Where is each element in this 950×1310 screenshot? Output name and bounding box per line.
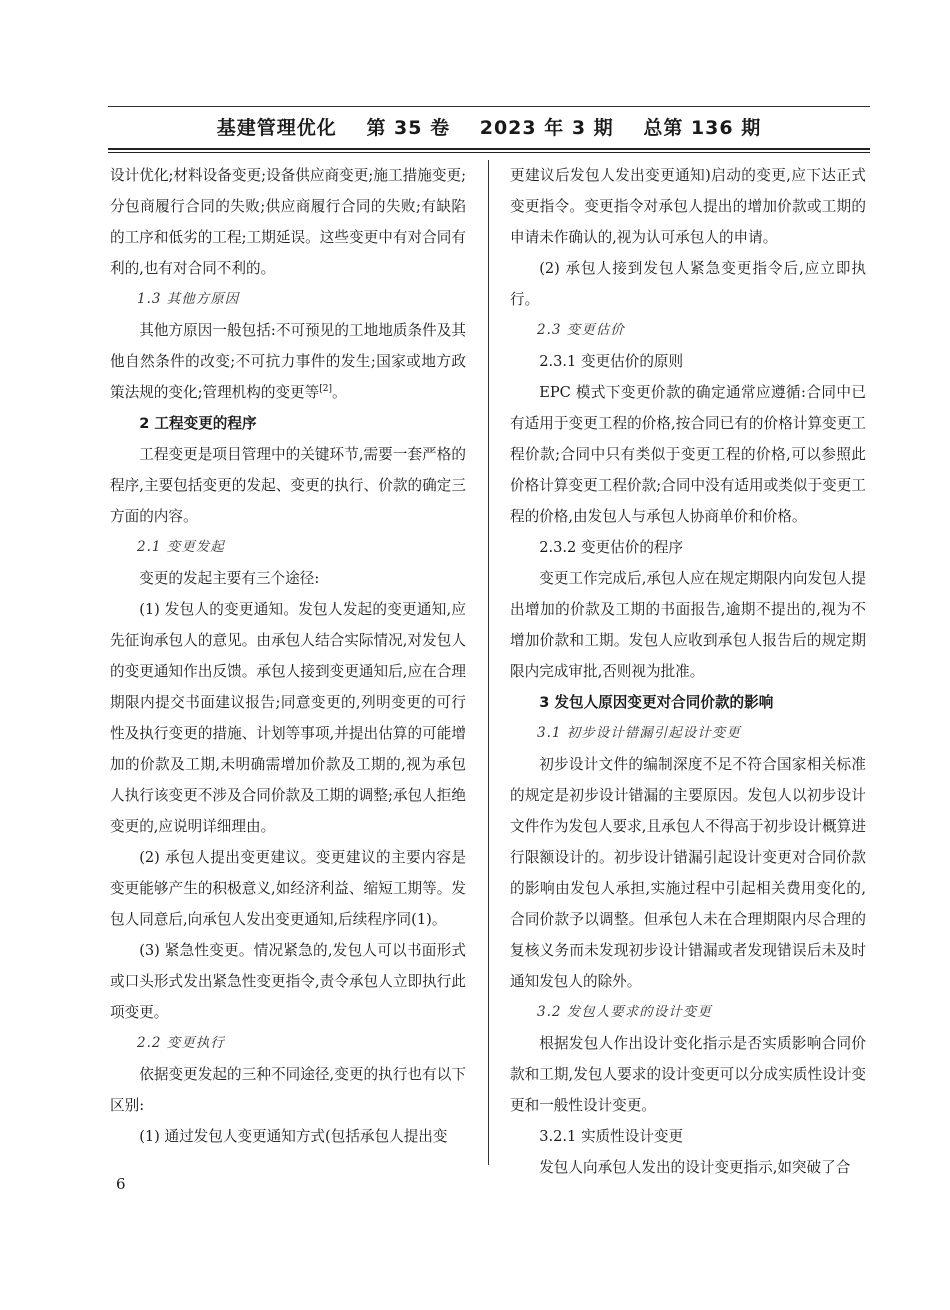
text-run: 2 工程变更的程序 [139,415,257,432]
paragraph [110,315,466,408]
subsection-heading [510,718,866,749]
subsection-heading [110,284,466,315]
text-run: 2.3.1 变更估价的原则 [539,353,684,370]
text-run: 2.1 变更发起 [137,539,225,555]
paragraph [110,842,466,935]
paragraph [110,935,466,1028]
subsubsection-heading [510,532,866,563]
text-run: (2) 承包人提出变更建议。变更建议的主要内容是变更能够产生的积极意义,如经济利益、缩短工期等。发包人同意后,向承包人发出变更通知,后续程序同(1)。 [110,849,466,928]
total-issue-label: 总第 136 期 [643,117,762,139]
text-run: (3) 紧急性变更。情况紧急的,发包人可以书面形式或口头形式发出紧急性变更指令,责令承包人立即执行此项变更。 [110,942,466,1021]
column-divider [488,160,489,1165]
section-heading [510,687,866,718]
text-run: 3.2.1 实质性设计变更 [539,1128,684,1145]
text-run: (1) 发包人的变更通知。发包人发起的变更通知,应先征询承包人的意见。由承包人结合实际情况,对发包人的变更通知作出反馈。承包人接到变更通知后,应在合理期限内提交书面建议报告;同意变更的,列明变更的可行性及执行变更的措施、计划等事项,并提出估算的可能增加的价款及工期,未明确需增加价款及工期的,视为承包人执行该变更不涉及合同价款及工期的调整;承包人拒绝变更的,应说明详细理由。 [110,601,466,835]
header-rule-thin [108,152,870,153]
text-run: 3 发包人原因变更对合同价款的影响 [539,694,774,711]
paragraph [110,1059,466,1121]
text-run: 其他方原因一般包括:不可预见的工地地质条件及其他自然条件的改变;不可抗力事件的发生;国家或地方政策法规的变化;管理机构的变更等 [110,322,466,401]
paragraph [510,563,866,687]
paragraph [110,439,466,532]
section-heading [110,408,466,439]
text-run: (1) 通过发包人变更通知方式(包括承包人提出变 [139,1128,448,1145]
subsubsection-heading [510,346,866,377]
paragraph [510,1028,866,1121]
text-run: 依据变更发起的三种不同途径,变更的执行也有以下区别: [110,1066,466,1114]
text-run: 工程变更是项目管理中的关键环节,需要一套严格的程序,主要包括变更的发起、变更的执行、价款的确定三方面的内容。 [110,446,466,525]
running-header [108,112,870,144]
text-run: 初步设计文件的编制深度不足不符合国家相关标准的规定是初步设计错漏的主要原因。发包人以初步设计文件作为发包人要求,且承包人不得高于初步设计概算进行限额设计的。初步设计错漏引起设计变更对合同价款的影响由发包人承担,实施过程中引起相关费用变化的,合同价款予以调整。但承包人未在合理期限内尽合理的复核义务而未发现初步设计错漏或者发现错误后未及时通知发包人的除外。 [510,756,866,990]
text-run: 发包人向承包人发出的设计变更指示,如突破了合 [539,1159,851,1176]
subsection-heading [110,532,466,563]
left-column [110,160,466,1152]
paragraph [110,594,466,842]
subsection-heading [510,315,866,346]
paragraph [110,563,466,594]
paragraph [510,749,866,997]
text-run: 。 [331,384,347,401]
text-run: 1.3 其他方原因 [137,291,240,307]
text-run: 变更的发起主要有三个途径: [139,570,320,587]
page-number: 6 [116,1175,126,1193]
header-top-rule [108,106,870,107]
text-run: (2) 承包人接到发包人紧急变更指令后,应立即执行。 [510,260,866,308]
text-run: 3.1 初步设计错漏引起设计变更 [537,725,741,741]
text-run: 更建议后发包人发出变更通知)启动的变更,应下达正式变更指令。变更指令对承包人提出的增加价款或工期的申请未作确认的,视为认可承包人的申请。 [510,167,866,246]
text-run: 设计优化;材料设备变更;设备供应商变更;施工措施变更;分包商履行合同的失败;供应商履行合同的失败;有缺陷的工序和低劣的工程;工期延误。这些变更中有对合同有利的,也有对合同不利的。 [110,167,466,277]
paragraph [510,377,866,532]
text-run: 3.2 发包人要求的设计变更 [537,1004,712,1020]
text-run: 根据发包人作出设计变化指示是否实质影响合同价款和工期,发包人要求的设计变更可以分成实质性设计变更和一般性设计变更。 [510,1035,866,1114]
volume-label: 第 35 卷 [366,117,451,139]
paragraph [510,1152,866,1183]
journal-title: 基建管理优化 [216,117,337,139]
text-run: EPC 模式下变更价款的确定通常应遵循:合同中已有适用于变更工程的价格,按合同已有的价格计算变更工程价款;合同中只有类似于变更工程的价格,可以参照此价格计算变更工程价款;合同中没有适用或类似于变更工程的价格,由发包人与承包人协商单价和价格。 [510,384,866,525]
citation-marker: [2] [319,384,332,394]
text-run: 2.3.2 变更估价的程序 [539,539,684,556]
subsection-heading [510,997,866,1028]
text-run: 2.2 变更执行 [137,1035,225,1051]
paragraph [510,253,866,315]
paragraph [510,160,866,253]
text-run: 2.3 变更估价 [537,322,625,338]
text-run: 变更工作完成后,承包人应在规定期限内向发包人提出增加的价款及工期的书面报告,逾期不提出的,视为不增加价款和工期。发包人应收到承包人报告后的规定期限内完成审批,否则视为批准。 [510,570,866,680]
subsection-heading [110,1028,466,1059]
subsubsection-heading [510,1121,866,1152]
issue-label: 2023 年 3 期 [479,117,614,139]
paragraph [110,1121,466,1152]
header-rule-thick [108,148,870,150]
paragraph [110,160,466,284]
right-column [510,160,866,1183]
